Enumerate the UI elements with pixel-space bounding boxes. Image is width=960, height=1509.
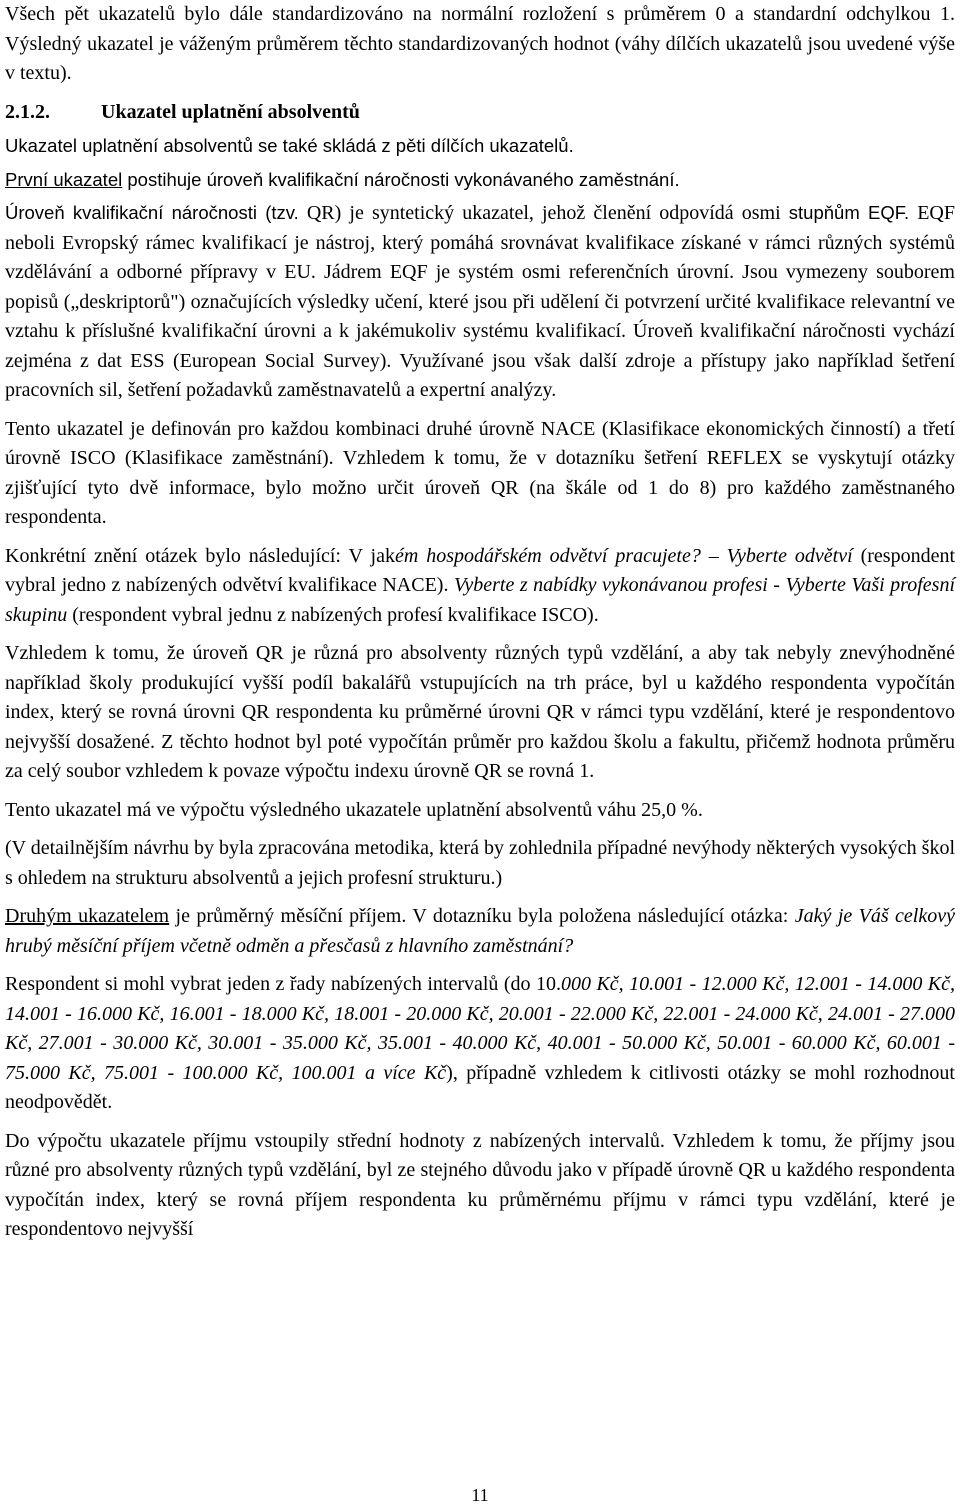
page-number: 11 <box>471 1485 489 1505</box>
paragraph-questions <box>5 542 955 631</box>
first-indicator-text: postihuje úroveň kvalifikační náročnosti vykonávaného zaměstnání. <box>122 168 680 190</box>
section-title: Ukazatel uplatnění absolventů <box>101 100 360 123</box>
section-heading <box>5 98 955 128</box>
question-profession: Vyberte z nabídky vykonávanou profesi - Vyberte Vaši profesní skupinu <box>5 574 956 626</box>
paragraph-eqf <box>5 198 955 406</box>
paragraph-detail: (V detailnějším návrhu by byla zpracována metodika, která by zohlednila případné nevýhody některých vysokých škol s ohledem na strukturu absolventů a jejich profesní strukturu.) <box>5 837 955 889</box>
questions-intro: Konkrétní znění otázek bylo následující: V jak <box>5 544 395 567</box>
paragraph-composition: Ukazatel uplatnění absolventů se také skládá z pěti dílčích ukazatelů. <box>5 135 574 156</box>
intervals-list: 000 Kč, 10.001 - 12.000 Kč, 12.001 - 14.000 Kč, 14.001 - 16.000 Kč, 16.001 - 18.000 Kč, 18.001 - 20.000 Kč, 20.001 - 22.000 Kč, 22.001 - 24.000 Kč, 24.001 - 27.000 Kč, 27.001 - 30.000 Kč, 30.001 - 35.000 Kč, 35.001 - 40.000 Kč, 40.001 - 50.000 Kč, 50.001 - 60.000 Kč, 60.001 - 75.000 Kč, 75.001 - 100.000 Kč, 100.001 a více Kč <box>5 973 955 1084</box>
qr-text: QR) je syntetický ukazatel, jehož členění odpovídá osmi <box>298 202 781 224</box>
section-number: 2.1.2. <box>5 100 50 123</box>
first-indicator-label: První ukazatel <box>5 168 123 190</box>
paragraph-weight: Tento ukazatel má ve výpočtu výsledného ukazatele uplatnění absolventů váhu 25,0 %. <box>5 798 703 821</box>
qr-intro: Úroveň kvalifikační náročnosti (tzv. <box>5 202 299 223</box>
intervals-outro: ), případně vzhledem k citlivosti otázky se mohl rozhodnout neodpovědět. <box>5 1061 955 1113</box>
second-indicator-label: Druhým ukazatelem <box>5 905 170 927</box>
paragraph-standardization: Všech pět ukazatelů bylo dále standardizováno na normální rozložení s průměrem 0 a standardní odchylkou 1. Výsledný ukazatel je váženým průměrem těchto standardizovaných hodnot (váhy dílčích ukazatelů jsou uvedené výše v textu). <box>5 3 955 84</box>
paragraph-income-index: Do výpočtu ukazatele příjmu vstoupily střední hodnoty z nabízených intervalů. Vzhledem k tomu, že příjmy jsou různé pro absolventy různých typů vzdělání, byl ze stejného důvodu jako v případě úrovně QR u každého respondenta vypočítán index, který se rovná příjem respondenta ku průměrnému příjmu v rámci typu vzdělání, které je respondentovo nejvyšší <box>5 1129 955 1240</box>
question-sector: ém hospodářském odvětví pracujete? – Vyberte odvětví <box>394 544 853 567</box>
document-page <box>5 0 955 1245</box>
income-question: Jaký je Váš celkový hrubý měsíční příjem včetně odměn a přesčasů z hlavního zaměstnání? <box>5 905 955 957</box>
paragraph-nace: Tento ukazatel je definován pro každou kombinaci druhé úrovně NACE (Klasifikace ekonomických činností) a třetí úrovně ISCO (Klasifikace zaměstnání). Vzhledem k tomu, že v dotazníku šetření REFLEX se vyskytují otázky zjišťující tyto dvě informace, bylo možno určit úroveň QR (na škále od 1 do 8) pro každého zaměstnaného respondenta. <box>5 417 955 528</box>
question-profession-note: (respondent vybral jednu z nabízených profesí kvalifikace ISCO). <box>67 603 599 626</box>
paragraph-income-intervals <box>5 970 955 1118</box>
intervals-intro: Respondent si mohl vybrat jeden z řady nabízených intervalů (do 10. <box>5 973 561 995</box>
paragraph-index: Vzhledem k tomu, že úroveň QR je různá pro absolventy různých typů vzdělání, a aby tak nebyly znevýhodněné například školy produkující vyšší podíl bakalářů vstupujících na trh práce, byl u každého respondenta vypočítán index, který se rovná úrovni QR respondenta ku průměrné úrovni QR v rámci typu vzdělání, které je respondentovo nejvyšší dosažené. Z těchto hodnot byl poté vypočítán průměr pro každou školu a fakultu, přičemž hodnota průměru za celý soubor vzhledem k povaze výpočtu indexu úrovně QR se rovná 1. <box>5 642 955 782</box>
eqf-intro: stupňům EQF. <box>788 202 910 223</box>
question-sector-note: (respondent vybral jedno z nabízených odvětví kvalifikace NACE). <box>5 544 955 596</box>
paragraph-first-indicator <box>5 165 955 195</box>
second-indicator-text: je průměrný měsíční příjem. V dotazníku byla položena následující otázka: <box>169 905 795 927</box>
eqf-text: EQF neboli Evropský rámec kvalifikací je nástroj, který pomáhá srovnávat kvalifikace získané v rámci různých systémů vzdělávání a odborné přípravy v EU. Jádrem EQF je systém osmi referenčních úrovní. Jsou vymezeny souborem popisů („deskriptorů") označujících výsledky učení, které jsou při udělení či potvrzení určité kvalifikace relevantní ve vztahu k příslušné kvalifikační úrovni a k jakémukoliv systému kvalifikací. Úroveň kvalifikační náročnosti vychází zejména z dat ESS (European Social Survey). Využívané jsou však další zdroje a přístupy jako například šetření pracovních sil, šetření požadavků zaměstnavatelů a expertní analýzy. <box>5 202 955 401</box>
paragraph-second-indicator <box>5 902 955 961</box>
